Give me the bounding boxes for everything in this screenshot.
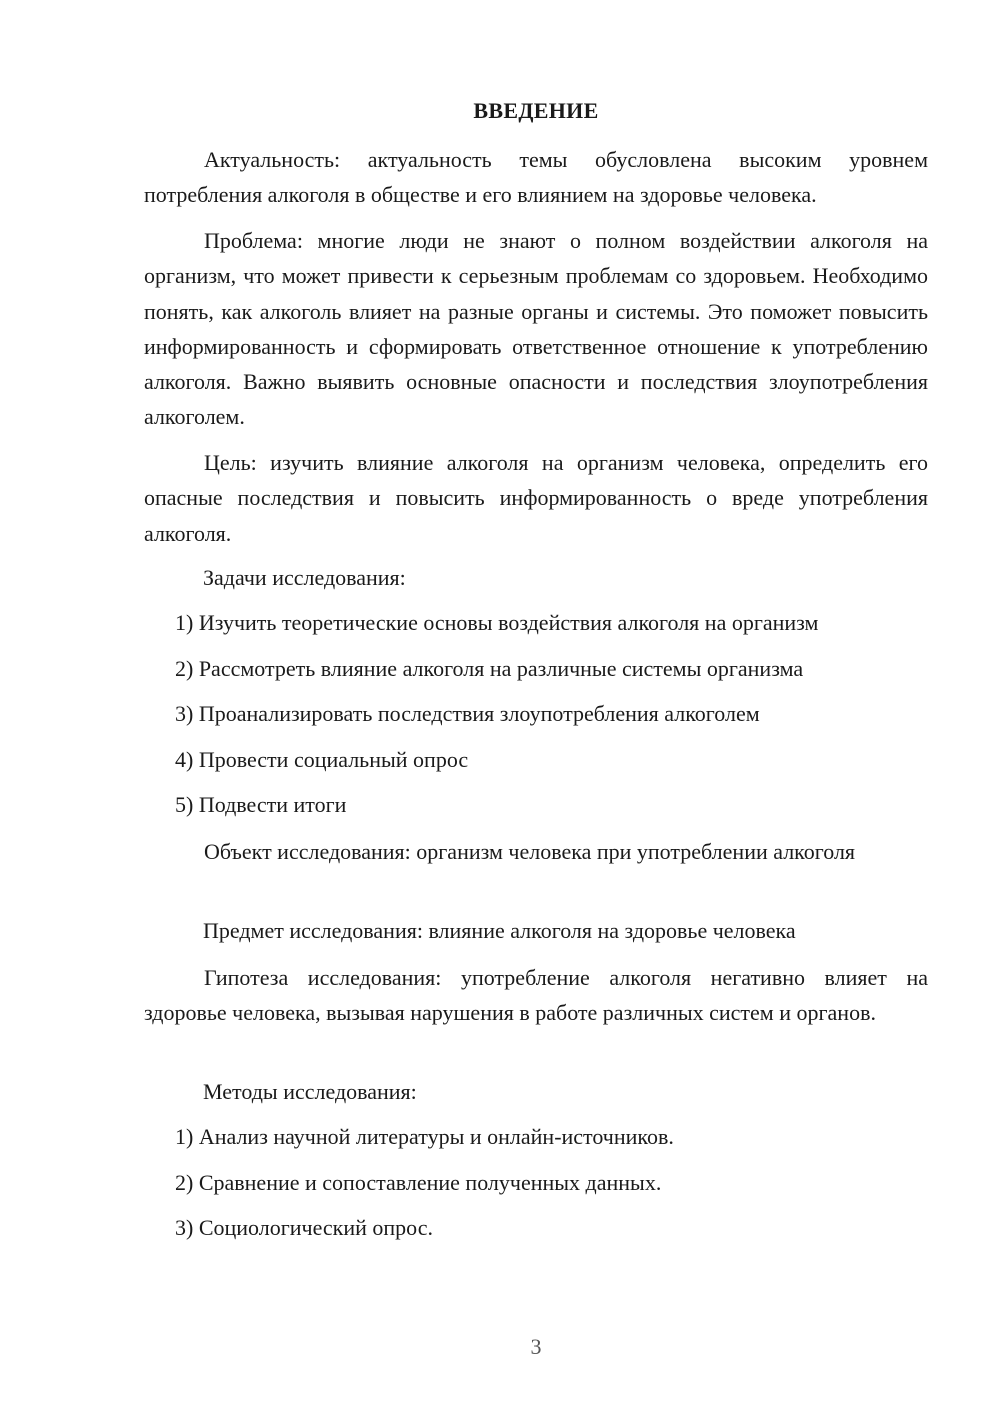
paragraph-problem: Проблема: многие люди не знают о полном воздействии алкоголя на организм, что может привести к серьезным проблемам со здоровьем. Необходимо понять, как алкоголь влияет на разные органы и системы. Это поможет повысить информированность и сформировать ответственное отношение к употреблению алкоголя. Важно выявить основные опасности и последствия злоупотребления алкоголем. xyxy=(144,228,928,430)
methods-heading: Методы исследования: xyxy=(203,1079,417,1104)
task-item: 2) Рассмотреть влияние алкоголя на различные системы организма xyxy=(175,656,804,681)
tasks-heading: Задачи исследования: xyxy=(203,565,406,590)
paragraph-object: Объект исследования: организм человека при употреблении алкоголя xyxy=(204,839,856,864)
page-number: 3 xyxy=(530,1334,542,1359)
paragraph-goal: Цель: изучить влияние алкоголя на организм человека, определить его опасные последствия и повысить информированность о вреде употребления алкоголя. xyxy=(144,450,928,546)
task-item: 5) Подвести итоги xyxy=(175,792,347,817)
method-item: 1) Анализ научной литературы и онлайн-источников. xyxy=(175,1124,674,1149)
paragraph-subject: Предмет исследования: влияние алкоголя на здоровье человека xyxy=(203,918,796,943)
paragraph-hypothesis: Гипотеза исследования: употребление алкоголя негативно влияет на здоровье человека, вызывая нарушения в работе различных систем и органов. xyxy=(144,965,928,1026)
method-item: 2) Сравнение и сопоставление полученных данных. xyxy=(175,1170,662,1195)
task-item: 3) Проанализировать последствия злоупотребления алкоголем xyxy=(175,701,760,726)
paragraph-relevance: Актуальность: актуальность темы обусловлена высоким уровнем потребления алкоголя в обществе и его влиянием на здоровье человека. xyxy=(144,147,928,208)
method-item: 3) Социологический опрос. xyxy=(175,1215,433,1240)
task-item: 1) Изучить теоретические основы воздействия алкоголя на организм xyxy=(175,610,819,635)
task-item: 4) Провести социальный опрос xyxy=(175,747,469,772)
page-title: ВВЕДЕНИЕ xyxy=(473,98,599,123)
